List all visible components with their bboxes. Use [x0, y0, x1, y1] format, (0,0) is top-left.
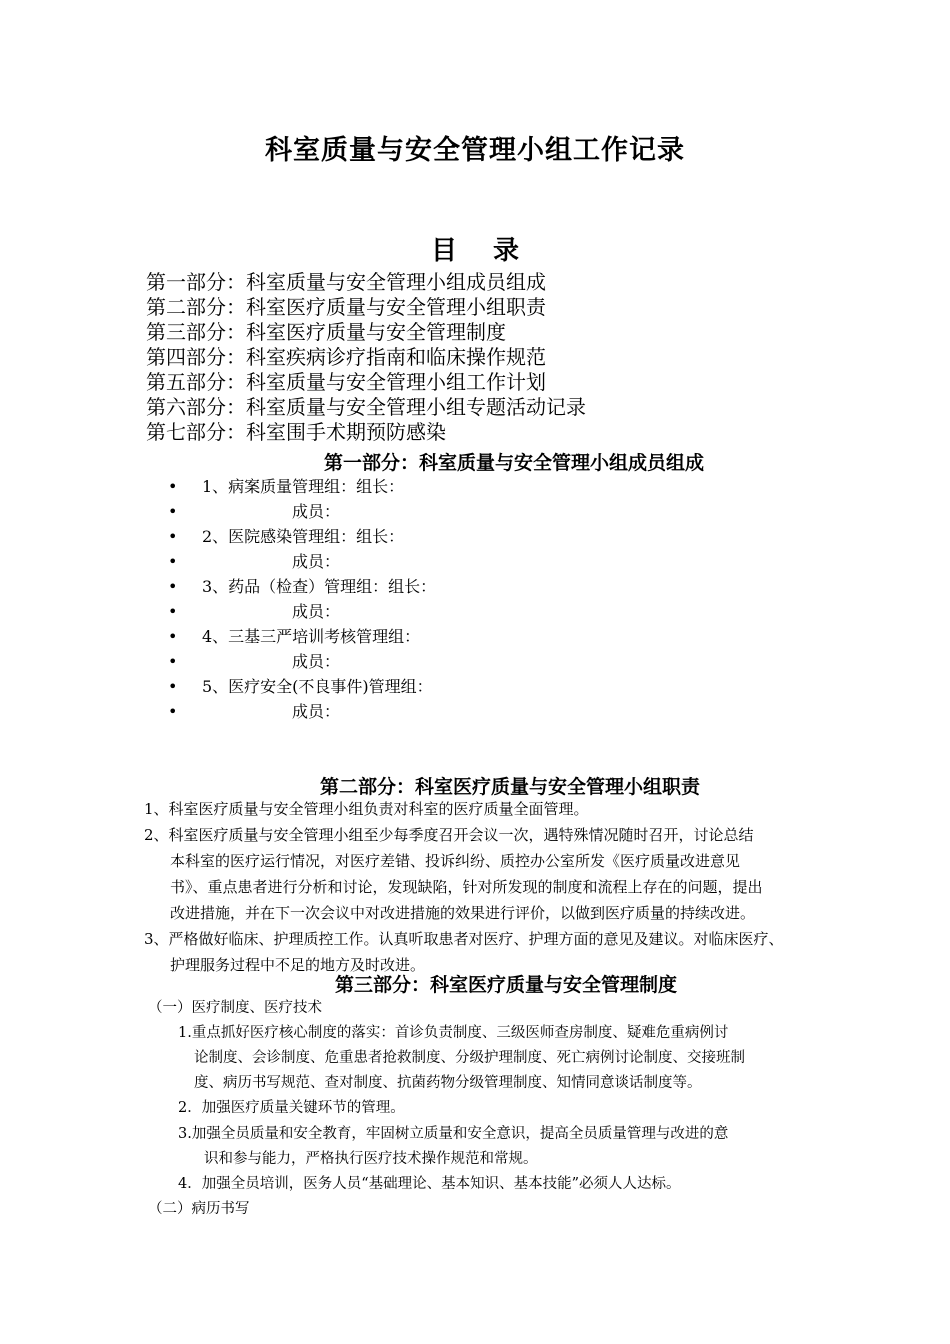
- subsection-title: （一）医疗制度、医疗技术: [148, 1000, 322, 1016]
- bullet: •: [168, 627, 178, 646]
- paragraph-line: 1.重点抓好医疗核心制度的落实：首诊负责制度、三级医师查房制度、疑难危重病例讨: [178, 1025, 729, 1041]
- document-page: 科室质量与安全管理小组工作记录 目录 第一部分：科室质量与安全管理小组成员组成 第二部分：科室医疗质量与安全管理小组职责 第三部分：科室医疗质量与安全管理制度 第四部分：科室疾病诊疗指南和临床操作规范 第五部分：科室质量与安全管理小组工作计划 第六部分：科室质量与安全管理小组专题活动记录 第七部分：科室围手术期预防感染 第一部分：科室质量与安全管理小组成员组成 • 1、病案质量管理组：组长： • 成员： • 2、医院感染管理组：组长： • 成员： • 3、药品（检查）管理组：组长： • 成员： • 4、三基三严培训考核管理组： • 成员： • 5、医疗安全(不良事件)管理组： • 成员： 第二部分：科室医疗质量与安全管理小组职责 1、科室医疗质量与安全管理小组负责对科室的医疗质量全面管理。 2、科室医疗质量与安全管理小组至少每季度召开会议一次，遇特殊情况随时召开，讨论总结 本科室的医疗运行情况，对医疗差错、投诉纠纷、质控办公室所发《医疗质量改进意见 书》、重点患者进行分析和讨论，发现缺陷，针对所发现的制度和流程上存在的问题，提出 改进措施，并在下一次会议中对改进措施的效果进行评价，以做到医疗质量的持续改进。 3、严格做好临床、护理质控工作。认真听取患者对医疗、护理方面的意见及建议。对临床医疗、 护理服务过程中不足的地方及时改进。 第三部分：科室医疗质量与安全管理制度 （一）医疗制度、医疗技术 1.重点抓好医疗核心制度的落实：首诊负责制度、三级医师查房制度、疑难危重病例讨 论制度、会诊制度、危重患者抢救制度、分级护理制度、死亡病例讨论制度、交接班制 度、病历书写规范、查对制度、抗菌药物分级管理制度、知情同意谈话制度等。 2．加强医疗质量关键环节的管理。 3.加强全员质量和安全教育，牢固树立质量和安全意识，提高全员质量管理与改进的意 识和参与能力，严格执行医疗技术操作规范和常规。 4．加强全员培训，医务人员“基础理论、基本知识、基本技能”必须人人达标。 （二）病历书写: [0, 0, 950, 1344]
- bullet: •: [168, 527, 178, 546]
- paragraph-line: 3、严格做好临床、护理质控工作。认真听取患者对医疗、护理方面的意见及建议。对临床医疗、: [144, 930, 784, 948]
- toc-title: 目录: [430, 236, 555, 266]
- toc-item: 第四部分：科室疾病诊疗指南和临床操作规范: [146, 345, 546, 369]
- bullet: •: [168, 577, 178, 596]
- bullet: •: [168, 552, 178, 571]
- bullet: •: [168, 652, 178, 671]
- table-of-contents: [146, 270, 586, 445]
- paragraph-line: 改进措施，并在下一次会议中对改进措施的效果进行评价，以做到医疗质量的持续改进。: [170, 904, 756, 922]
- part1-heading: 第一部分：科室质量与安全管理小组成员组成: [323, 452, 704, 474]
- toc-item: 第七部分：科室围手术期预防感染: [146, 420, 446, 444]
- paragraph-line: 3.加强全员质量和安全教育，牢固树立质量和安全意识，提高全员质量管理与改进的意: [178, 1126, 729, 1142]
- part3-heading: 第三部分：科室医疗质量与安全管理制度: [334, 974, 677, 996]
- part2-body: [144, 796, 784, 978]
- document-title: 科室质量与安全管理小组工作记录: [265, 135, 685, 166]
- toc-item: 第三部分：科室医疗质量与安全管理制度: [146, 320, 506, 344]
- bullet: •: [168, 502, 178, 521]
- paragraph-line: 识和参与能力，严格执行医疗技术操作规范和常规。: [204, 1151, 538, 1167]
- paragraph-line: 书》、重点患者进行分析和讨论，发现缺陷，针对所发现的制度和流程上存在的问题，提出: [170, 878, 763, 896]
- toc-item: 第五部分：科室质量与安全管理小组工作计划: [146, 370, 546, 394]
- toc-item: 第六部分：科室质量与安全管理小组专题活动记录: [146, 395, 586, 419]
- paragraph-line: 度、病历书写规范、查对制度、抗菌药物分级管理制度、知情同意谈话制度等。: [194, 1075, 702, 1091]
- bullet: •: [168, 602, 178, 621]
- paragraph-line: 1、科室医疗质量与安全管理小组负责对科室的医疗质量全面管理。: [144, 800, 589, 818]
- part2-heading: 第二部分：科室医疗质量与安全管理小组职责: [319, 776, 700, 798]
- paragraph-line: 本科室的医疗运行情况，对医疗差错、投诉纠纷、质控办公室所发《医疗质量改进意见: [170, 852, 741, 870]
- paragraph-line: 4．加强全员培训，医务人员“基础理论、基本知识、基本技能”必须人人达标。: [178, 1176, 681, 1192]
- bullet: •: [168, 702, 178, 721]
- bullet: •: [168, 677, 178, 696]
- toc-item: 第二部分：科室医疗质量与安全管理小组职责: [146, 295, 546, 319]
- paragraph-line: 护理服务过程中不足的地方及时改进。: [170, 956, 426, 974]
- paragraph-line: 2、科室医疗质量与安全管理小组至少每季度召开会议一次，遇特殊情况随时召开，讨论总结: [144, 826, 754, 844]
- subsection-title: （二）病历书写: [148, 1201, 250, 1217]
- bullet: •: [168, 477, 178, 496]
- paragraph-line: 论制度、会诊制度、危重患者抢救制度、分级护理制度、死亡病例讨论制度、交接班制: [194, 1050, 745, 1066]
- toc-item: 第一部分：科室质量与安全管理小组成员组成: [146, 270, 546, 294]
- paragraph-line: 2．加强医疗质量关键环节的管理。: [178, 1100, 405, 1116]
